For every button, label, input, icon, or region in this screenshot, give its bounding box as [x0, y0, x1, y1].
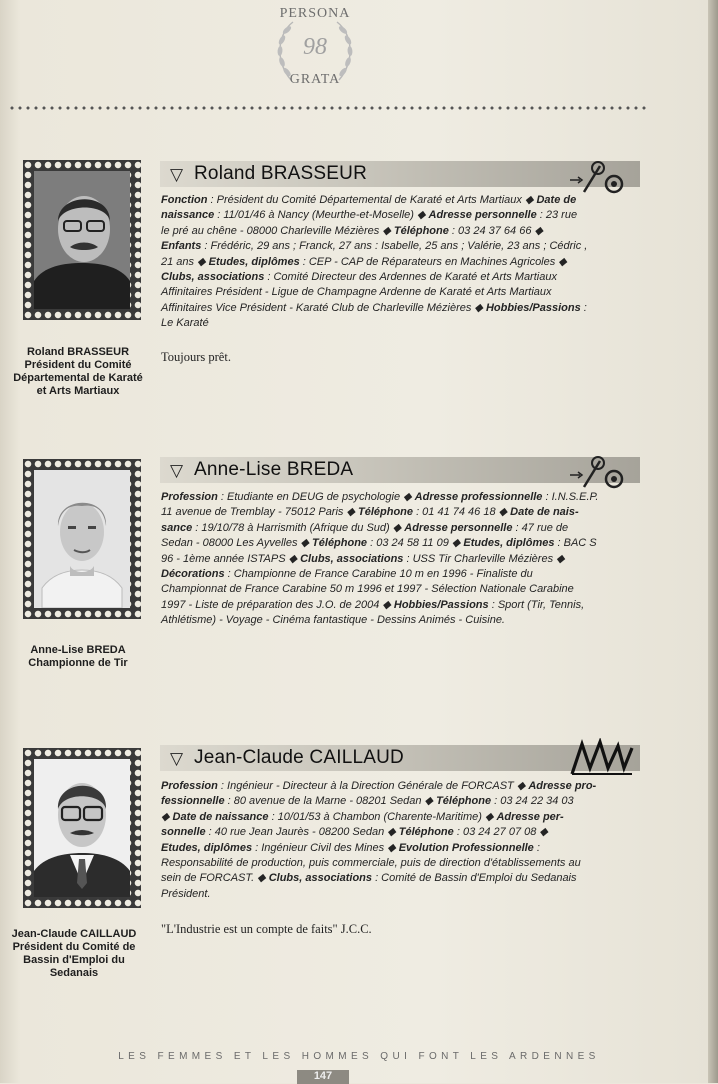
body-line: Affinitaires Président - Ligue de Champagne Ardenne de Karaté et Arts Martiaux	[161, 286, 552, 299]
portrait-photo	[34, 171, 130, 309]
person-name: Roland BRASSEUR	[194, 163, 368, 184]
caption-line: Roland BRASSEUR	[26, 346, 130, 358]
caption-line: Bassin d'Emploi du	[23, 954, 125, 966]
caption-line: Jean-Claude CAILLAUD	[11, 928, 137, 940]
body-line: Enfants : Frédéric, 29 ans ; Franck, 27 ans : Isabelle, 25 ans ; Valérie, 23 ans ; Cédric ,	[161, 240, 588, 253]
caption-line: et Arts Martiaux	[36, 385, 120, 397]
body-line: 1997 - Liste de préparation des J.O. de 2004 ◆ Hobbies/Passions : Sport (Tir, Tennis,	[161, 598, 585, 611]
caption-line: Anne-Lise BREDA	[30, 644, 126, 656]
body-line: Affinitaires Vice Président - Karaté Club de Charleville Mézières ◆ Hobbies/Passions :	[161, 301, 587, 314]
body-line: Athlétisme) - Voyage - Cinéma fantastique - Dessins Animés - Cuisine.	[161, 614, 505, 627]
body-line: 11 avenue de Tremblay - 75012 Paris ◆ Téléphone : 01 41 74 46 18 ◆ Date de nais-	[161, 506, 579, 519]
archery-target-icon	[568, 158, 638, 198]
photo-caption	[8, 644, 148, 670]
body-line: fessionnelle : 80 avenue de la Marne - 08201 Sedan ◆ Téléphone : 03 24 22 34 03	[161, 795, 574, 808]
caption-line: Sedanais	[49, 967, 99, 979]
caption-line: Championne de Tir	[28, 657, 128, 669]
page-footer: LES FEMMES ET LES HOMMES QUI FONT LES ARDENNES	[118, 1051, 600, 1062]
body-line: Profession : Ingénieur - Directeur à la Direction Générale de FORCAST ◆ Adresse pro-	[161, 780, 597, 792]
page-number: 147	[297, 1070, 349, 1084]
photo-frame	[23, 459, 141, 619]
body-line: le pré au chêne - 08000 Charleville Mézières ◆ Téléphone : 03 24 37 64 66 ◆	[161, 224, 543, 237]
industry-logo-icon	[570, 738, 634, 778]
book-binding	[708, 0, 718, 1083]
body-line: sance : 19/10/78 à Harrismith (Afrique du Sud) ◆ Adresse personnelle : 47 rue de	[161, 521, 569, 534]
portrait-photo	[34, 470, 130, 608]
masthead-top-text: PERSONA	[279, 6, 351, 21]
body-line: ◆ Date de naissance : 10/01/53 à Chambon (Charente-Maritime) ◆ Adresse per-	[161, 810, 564, 823]
body-line: Clubs, associations : Comité Directeur des Ardennes de Karaté et Arts Martiaux	[161, 271, 557, 284]
archery-target-icon	[568, 453, 638, 493]
body-line: sonnelle : 40 rue Jean Jaurès - 08200 Sedan ◆ Téléphone : 03 24 27 07 08 ◆	[161, 826, 548, 839]
body-line: Sedan - 08000 Les Ayvelles ◆ Téléphone : 03 24 58 11 09 ◆ Etudes, diplômes : BAC S	[161, 537, 597, 550]
photo-caption	[4, 928, 144, 980]
person-name: Anne-Lise BREDA	[194, 459, 354, 480]
name-heading-bar	[160, 745, 640, 771]
body-line: 21 ans ◆ Etudes, diplômes : CEP - CAP de Réparateurs en Machines Agricoles ◆	[161, 255, 567, 268]
masthead-number: 98	[303, 34, 327, 60]
personal-quote: Toujours prêt.	[161, 350, 231, 364]
body-line: sein de FORCAST. ◆ Clubs, associations : Comité de Bassin d'Emploi du Sedanais	[161, 872, 577, 885]
profile-body	[161, 193, 643, 332]
body-line: Le Karaté	[161, 317, 209, 330]
body-line: naissance : 11/01/46 à Nancy (Meurthe-et-Moselle) ◆ Adresse personnelle : 23 rue	[161, 209, 578, 222]
portrait-photo	[34, 759, 130, 897]
personal-quote: "L'Industrie est un compte de faits" J.C.C.	[161, 922, 372, 936]
masthead-bottom-text: GRATA	[289, 72, 341, 87]
body-line: Président.	[161, 887, 211, 900]
caption-line: Président du Comité de	[12, 941, 136, 953]
profile-body	[161, 779, 643, 902]
person-name: Jean-Claude CAILLAUD	[194, 747, 404, 768]
triangle-marker-icon: ▽	[170, 165, 184, 184]
body-line: Profession : Etudiante en DEUG de psychologie ◆ Adresse professionnelle : I.N.S.E.P.	[161, 491, 599, 503]
body-line: Etudes, diplômes : Ingénieur Civil des Mines ◆ Evolution Professionnelle :	[161, 841, 540, 854]
photo-caption	[8, 346, 148, 398]
body-line: Décorations : Championne de France Carabine 10 m en 1996 - Finaliste du	[161, 568, 533, 581]
triangle-marker-icon: ▽	[170, 749, 184, 768]
photo-frame	[23, 748, 141, 908]
photo-frame	[23, 160, 141, 320]
profile-body	[161, 490, 643, 629]
triangle-marker-icon: ▽	[170, 461, 184, 480]
body-line: Fonction : Président du Comité Départemental de Karaté et Arts Martiaux ◆ Date de	[161, 194, 577, 206]
dotted-divider	[8, 106, 648, 110]
body-line: Championnat de France Carabine 50 m 1996 et 1997 - Sélection Nationale Carabine	[161, 583, 574, 596]
caption-line: Départemental de Karaté	[13, 372, 143, 384]
masthead	[255, 0, 375, 100]
body-line: Responsabilité de production, puis commerciale, puis de direction d'établissements au	[161, 857, 581, 870]
caption-line: Président du Comité	[24, 359, 132, 371]
body-line: 96 - 1ème année ISTAPS ◆ Clubs, associations : USS Tir Charleville Mézières ◆	[161, 552, 565, 565]
